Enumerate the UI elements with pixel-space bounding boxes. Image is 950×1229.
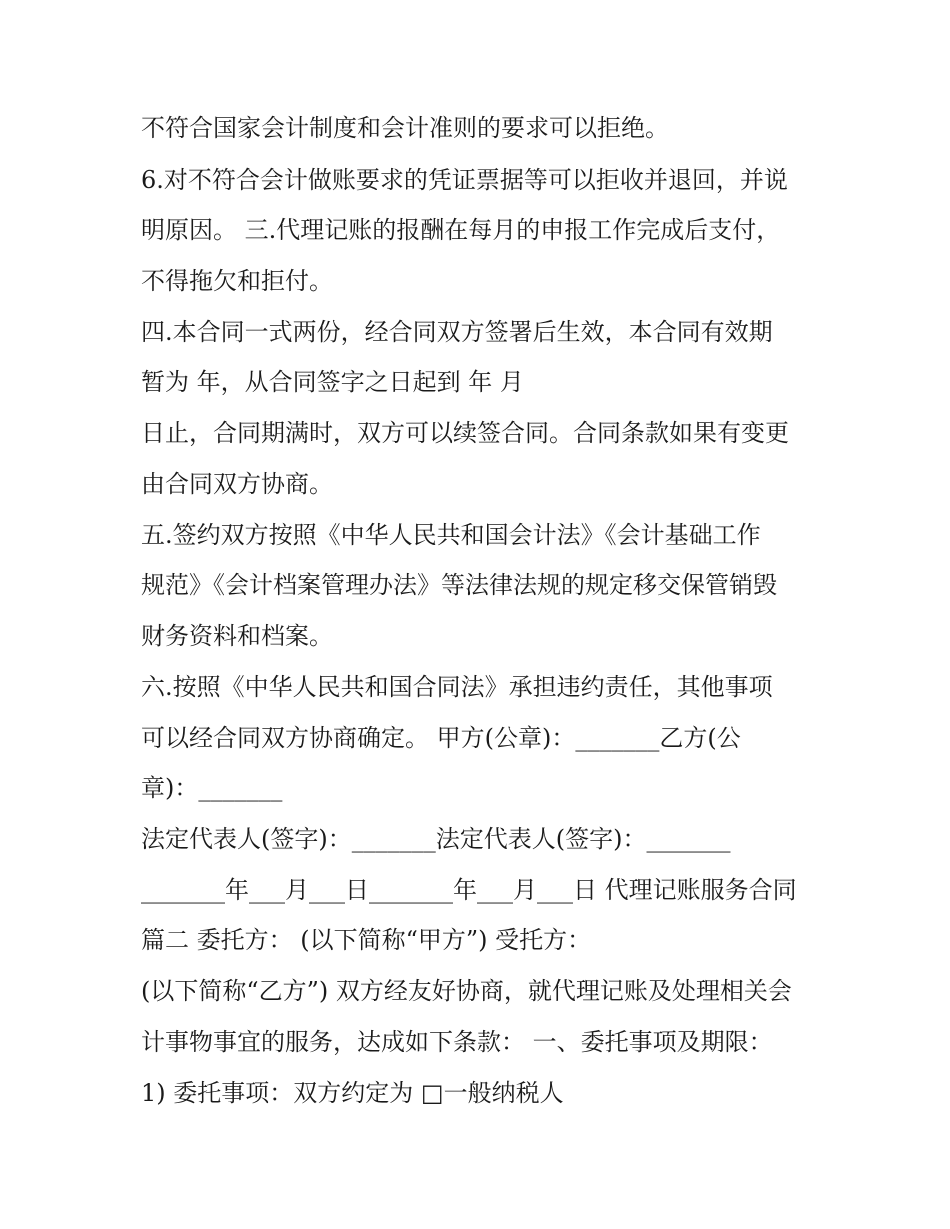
- text-line: 1) 委托事项：双方约定为 □一般纳税人: [141, 1079, 564, 1107]
- text-line: 不得拖欠和拒付。: [141, 267, 333, 295]
- text-line: 六.按照《中华人民共和国合同法》承担违约责任，其他事项: [141, 673, 773, 701]
- text-line: 6.对不符合会计做账要求的凭证票据等可以拒收并退回，并说: [141, 166, 788, 194]
- text-line: 法定代表人(签字)：_______法定代表人(签字)：_______: [141, 825, 731, 853]
- text-line: (以下简称“乙方”) 双方经友好协商，就代理记账及处理相关会: [141, 977, 792, 1005]
- text-line: 日止，合同期满时，双方可以续签合同。合同条款如果有变更: [141, 419, 789, 447]
- text-line: 四.本合同一式两份，经合同双方签署后生效，本合同有效期: [141, 318, 773, 346]
- text-line: 规范》《会计档案管理办法》等法律法规的规定移交保管销毁: [141, 571, 777, 599]
- text-line: 计事物事宜的服务，达成如下条款： 一、委托事项及期限：: [141, 1028, 773, 1056]
- text-line: 暂为 年，从合同签字之日起到 年 月: [141, 368, 524, 396]
- text-line: 可以经合同双方协商确定。 甲方(公章)：_______乙方(公: [141, 724, 741, 752]
- text-line: 篇二 委托方： (以下简称“甲方”) 受托方：: [141, 926, 592, 954]
- text-line: 财务资料和档案。: [141, 622, 333, 650]
- text-line: 明原因。 三.代理记账的报酬在每月的申报工作完成后支付，: [141, 216, 781, 244]
- text-line: _______年___月___日_______年___月___日 代理记账服务合同: [141, 876, 797, 904]
- text-line: 不符合国家会计制度和会计准则的要求可以拒绝。: [141, 114, 669, 142]
- text-line: 由合同双方协商。: [141, 470, 333, 498]
- text-line: 五.签约双方按照《中华人民共和国会计法》《会计基础工作: [141, 521, 761, 549]
- text-line: 章)：_______: [141, 774, 283, 802]
